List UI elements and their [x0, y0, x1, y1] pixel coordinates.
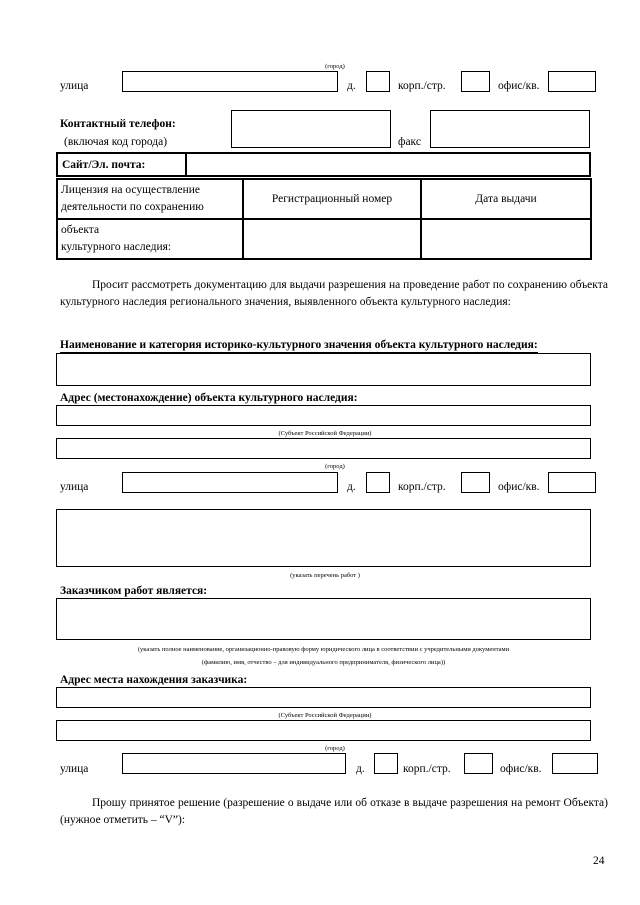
customer-city-caption: (город) — [325, 745, 345, 752]
customer-caption-line2: (фамилию, имя, отчество – для индивидуального предпринимателя, физического лица)) — [201, 659, 446, 666]
customer-subject-caption: (Субъект Российской Федерации) — [278, 712, 372, 719]
customer-house-label: д. — [356, 763, 365, 775]
customer-building-label: корп./стр. — [403, 763, 451, 775]
page-number: 24 — [593, 855, 605, 867]
object-city-input[interactable] — [56, 438, 591, 459]
object-building-input[interactable] — [461, 472, 490, 493]
customer-office-input[interactable] — [552, 753, 598, 774]
object-building-label: корп./стр. — [398, 481, 446, 493]
object-street-label: улица — [60, 481, 89, 493]
site-divider — [185, 152, 187, 177]
decision-paragraph: Прошу принятое решение (разрешение о выдаче или об отказе в выдаче разрешения на ремонт Объекта) (нужное отметить – “V”): — [60, 797, 608, 826]
site-row — [56, 152, 591, 177]
fax-label: факс — [398, 136, 421, 148]
customer-address-heading: Адрес места нахождения заказчика: — [60, 674, 248, 686]
object-street-input[interactable] — [122, 472, 338, 493]
object-city-caption: (город) — [325, 463, 345, 470]
object-address-heading: Адрес (местонахождение) объекта культурного наследия: — [60, 392, 358, 404]
phone-label: Контактный телефон: — [60, 118, 176, 130]
object-house-label: д. — [347, 481, 356, 493]
fax-input[interactable] — [430, 110, 590, 148]
license-table — [56, 178, 592, 260]
customer-subject-input[interactable] — [56, 687, 591, 708]
license-label-cell-2 — [57, 219, 243, 259]
house-label: д. — [347, 80, 356, 92]
license-label-line4: культурного наследия: — [61, 241, 172, 253]
office-label: офис/кв. — [498, 80, 540, 92]
customer-city-input[interactable] — [56, 720, 591, 741]
building-label: корп./стр. — [398, 80, 446, 92]
request-paragraph: Просит рассмотреть документацию для выдачи разрешения на проведение работ по сохранению объекта культурного наследия регионального значения, выявленного объекта культурного наследия: — [60, 279, 608, 308]
object-subject-input[interactable] — [56, 405, 591, 426]
house-input[interactable] — [366, 71, 390, 92]
customer-office-label: офис/кв. — [500, 763, 542, 775]
license-label-line3: объекта — [61, 224, 100, 236]
customer-street-input[interactable] — [122, 753, 346, 774]
customer-caption-line1: (указать полное наименование, организационно-правовую форму юридического лица в соответствии с учредительными документами — [137, 646, 510, 653]
customer-heading: Заказчиком работ является: — [60, 585, 208, 597]
reg-number-input[interactable] — [243, 219, 421, 259]
phone-input[interactable] — [231, 110, 391, 148]
object-name-input[interactable] — [56, 353, 591, 386]
street-label: улица — [60, 80, 89, 92]
phone-note: (включая код города) — [64, 136, 168, 148]
license-label-line2: деятельности по сохранению — [61, 201, 204, 213]
issue-date-input[interactable] — [421, 219, 591, 259]
reg-number-header: Регистрационный номер — [243, 179, 421, 219]
customer-input[interactable] — [56, 598, 591, 640]
city-caption: (город) — [325, 63, 345, 70]
site-input[interactable] — [189, 154, 589, 175]
object-house-input[interactable] — [366, 472, 390, 493]
object-office-label: офис/кв. — [498, 481, 540, 493]
works-input[interactable] — [56, 509, 591, 567]
issue-date-header: Дата выдачи — [421, 179, 591, 219]
customer-house-input[interactable] — [374, 753, 398, 774]
license-label-line1: Лицензия на осуществление — [61, 184, 201, 196]
object-name-heading: Наименование и категория историко-культурного значения объекта культурного наследия: — [60, 339, 538, 351]
site-label: Сайт/Эл. почта: — [62, 159, 146, 171]
object-office-input[interactable] — [548, 472, 596, 493]
building-input[interactable] — [461, 71, 490, 92]
works-caption: (указать перечень работ ) — [290, 572, 360, 579]
office-input[interactable] — [548, 71, 596, 92]
customer-street-label: улица — [60, 763, 89, 775]
object-subject-caption: (Субъект Российской Федерации) — [278, 430, 372, 437]
license-label-cell — [57, 179, 243, 219]
street-input[interactable] — [122, 71, 338, 92]
customer-building-input[interactable] — [464, 753, 493, 774]
